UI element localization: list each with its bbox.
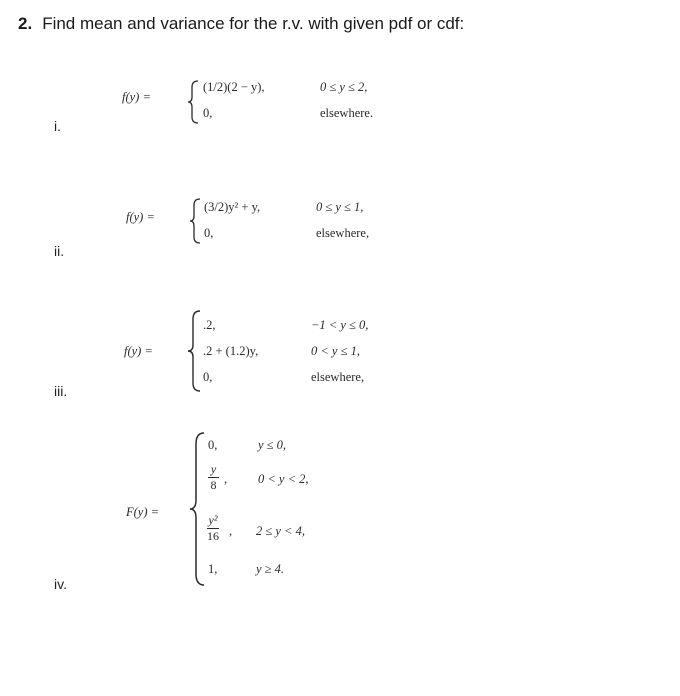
formula-iv-fraction-2-comma: , — [229, 524, 233, 538]
formula-iv-fraction-2 — [207, 514, 219, 542]
formula-iv-fraction-2-denominator: 16 — [207, 528, 219, 543]
formula-iv-fraction-1-denominator: 8 — [210, 477, 217, 492]
formula-i-lhs: f(y) = — [122, 90, 151, 104]
formula-iii-cond-1: −1 < y ≤ 0, — [311, 318, 369, 332]
part-label-iii: iii. — [54, 383, 68, 399]
formula-iv-case-1: 0, — [208, 438, 218, 452]
part-label-ii: ii. — [54, 243, 65, 259]
formula-iii-case-2: .2 + (1.2)y, — [203, 344, 259, 358]
formula-ii-case-1: (3/2)y² + y, — [204, 200, 261, 214]
formula-i-case-1: (1/2)(2 − y), — [203, 80, 265, 94]
formula-iii-lhs: f(y) = — [124, 344, 153, 358]
formula-iv-cond-3: 2 ≤ y < 4, — [256, 524, 305, 538]
question-heading — [18, 14, 464, 34]
part-label-iv: iv. — [54, 576, 67, 592]
formula-iii-cond-3: elsewhere, — [311, 370, 365, 384]
part-label-i: i. — [54, 118, 61, 134]
formula-i-cond-2: elsewhere. — [320, 106, 374, 120]
formula-ii-cond-1: 0 ≤ y ≤ 1, — [316, 200, 364, 214]
formula-iii-case-3: 0, — [203, 370, 213, 384]
question-text: Find mean and variance for the r.v. with given pdf or cdf: — [42, 14, 465, 33]
formula-iv-fraction-2-numerator: y² — [208, 513, 218, 527]
formula-iv-lhs: F(y) = — [126, 505, 160, 519]
formula-i-case-2: 0, — [203, 106, 213, 120]
formula-iv-fraction-1-comma: , — [224, 472, 228, 486]
formula-ii-cond-2: elsewhere, — [316, 226, 370, 240]
formula-iv-case-4: 1, — [208, 562, 218, 576]
formula-i-cond-1: 0 ≤ y ≤ 2, — [320, 80, 368, 94]
formula-iii-brace — [188, 310, 202, 392]
question-number: 2. — [18, 14, 33, 33]
formula-i-brace — [188, 80, 200, 124]
formula-ii-brace — [190, 198, 202, 244]
formula-iv-brace — [190, 432, 206, 586]
formula-iii-case-1: .2, — [203, 318, 216, 332]
formula-iv-fraction-1 — [208, 463, 219, 491]
formula-ii-case-2: 0, — [204, 226, 214, 240]
formula-iii-cond-2: 0 < y ≤ 1, — [311, 344, 360, 358]
formula-iv-fraction-1-numerator: y — [210, 462, 217, 476]
formula-iv-cond-2: 0 < y < 2, — [258, 472, 309, 486]
formula-ii-lhs: f(y) = — [126, 210, 155, 224]
formula-iv-cond-1: y ≤ 0, — [258, 438, 287, 452]
formula-iv-cond-4: y ≥ 4. — [256, 562, 285, 576]
